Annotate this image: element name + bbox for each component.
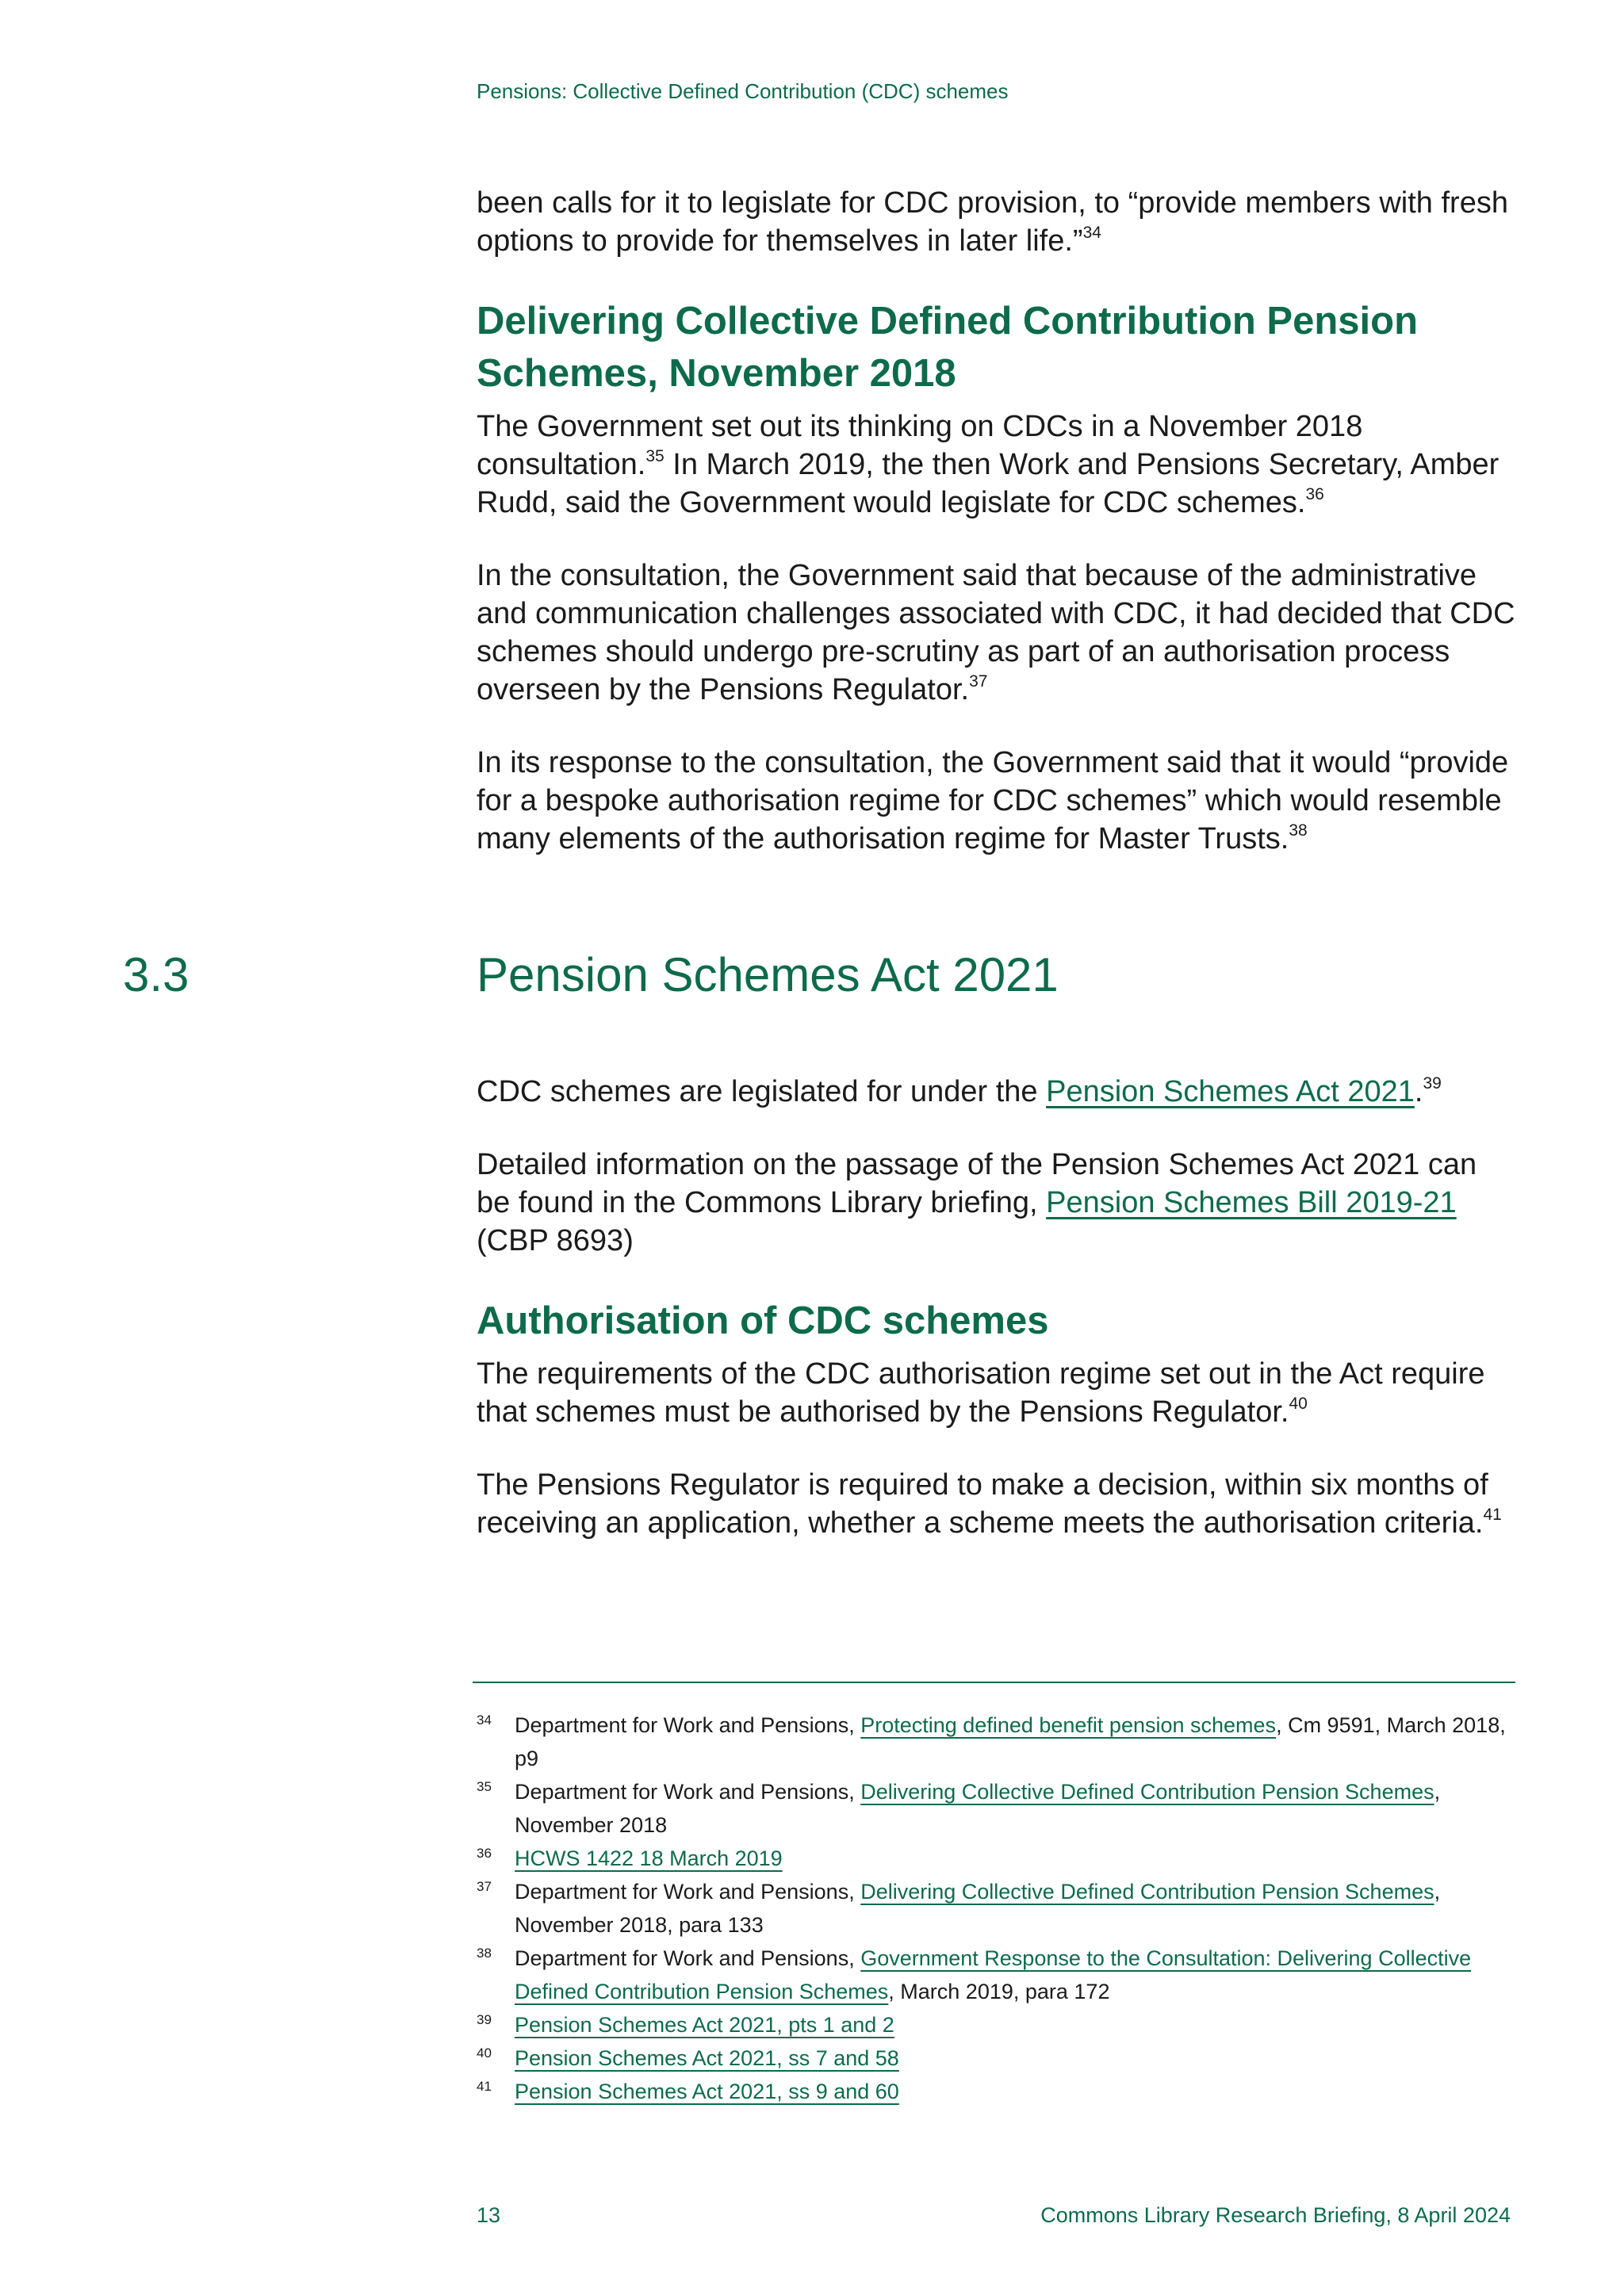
footnotes — [477, 1709, 1515, 2108]
paragraph: The Government set out its thinking on CDCs in a November 2018 consultation.$^{35}$ In March 2019, the then Work and Pensions Secretary, Amber Rudd, said the Government would legislate for CDC schemes.$^{36}$ — [477, 410, 1500, 519]
footnote-item: 41 Pension Schemes Act 2021, ss 9 and 60 — [477, 2079, 899, 2103]
footnote-link[interactable]: Pension Schemes Act 2021, ss 7 and 58 — [515, 2046, 899, 2070]
footnote-link[interactable]: Pension Schemes Act 2021, pts 1 and 2 — [515, 2013, 894, 2037]
paragraph: In its response to the consultation, the Government said that it would “provide for a bespoke authorisation regime for CDC schemes” which would resemble many elements of the authorisation regime for Master Trusts.$^{38}$ — [477, 746, 1509, 855]
footnote-link[interactable]: Delivering Collective Defined Contribution Pension Schemes — [860, 1780, 1434, 1804]
footnote-ref[interactable]: 34 — [1082, 224, 1101, 243]
footnote-ref[interactable]: 36 — [1305, 485, 1324, 504]
subsection-heading-authorisation: Authorisation of CDC schemes — [477, 1299, 1049, 1342]
footnote-ref[interactable]: 40 — [1289, 1395, 1308, 1414]
running-header: Pensions: Collective Defined Contribution (CDC) schemes — [477, 79, 1009, 103]
section-content — [477, 1073, 1515, 1577]
paragraph: In the consultation, the Government said that because of the administrative and communication challenges associated with CDC, it had decided that CDC schemes should undergo pre-scrutiny as part of an authorisation process overseen by the Pensions Regulator.$^{37}$ — [477, 559, 1515, 706]
footnote-ref[interactable]: 35 — [645, 447, 665, 466]
paragraph: The Pensions Regulator is required to make a decision, within six months of receiving an application, whether a scheme meets the authorisation criteria.$^{41}$ — [477, 1468, 1502, 1540]
footnote-item: 37 Department for Work and Pensions, Delivering Collective Defined Contribution Pension Schemes, November 2018, para 133 — [477, 1879, 1441, 1937]
footnote-ref[interactable]: 37 — [969, 672, 988, 691]
section-number: 3.3 — [123, 948, 190, 1001]
subsection-heading-delivering-cdc: Delivering Collective Defined Contribution Pension Schemes, November 2018 — [477, 300, 1419, 395]
footnote-item: 40 Pension Schemes Act 2021, ss 7 and 58 — [477, 2045, 899, 2070]
footnote-item: 35 Department for Work and Pensions, Delivering Collective Defined Contribution Pension Schemes, November 2018 — [477, 1779, 1441, 1837]
paragraph: Detailed information on the passage of the Pension Schemes Act 2021 can be found in the Commons Library briefing, Pension Schemes Bill 2019-21 (CBP 8693) — [477, 1148, 1477, 1257]
footnote-ref[interactable]: 38 — [1289, 821, 1308, 840]
footnote-item: 38 Department for Work and Pensions, Government Response to the Consultation: Delivering Collective Defined Contribution Pension Schemes, March 2019, para 172 — [477, 1946, 1472, 2003]
paragraph: CDC schemes are legislated for under the Pension Schemes Act 2021.39 — [477, 1074, 1442, 1108]
section-title: Pension Schemes Act 2021 — [477, 948, 1059, 1001]
paragraph: The requirements of the CDC authorisation regime set out in the Act require that schemes must be authorised by the Pensions Regulator.$^{40}$ — [477, 1357, 1485, 1429]
pension-schemes-bill-link[interactable]: Pension Schemes Bill 2019-21 — [1046, 1186, 1457, 1219]
footnote-ref[interactable]: 39 — [1423, 1074, 1442, 1093]
top-content — [477, 184, 1515, 893]
pension-schemes-act-link[interactable]: Pension Schemes Act 2021 — [1046, 1075, 1415, 1108]
footnote-link[interactable]: Delivering Collective Defined Contribution Pension Schemes — [860, 1880, 1434, 1904]
footnote-item: 36 HCWS 1422 18 March 2019 — [477, 1846, 783, 1870]
footnote-divider — [473, 1682, 1515, 1683]
footnote-link[interactable]: HCWS 1422 18 March 2019 — [515, 1846, 783, 1870]
footnote-item: 34 Department for Work and Pensions, Protecting defined benefit pension schemes, Cm 9591, March 2018, p9 — [477, 1712, 1506, 1770]
footnote-link[interactable]: Government Response to the Consultation: Delivering Collective Defined Contribution Pension Schemes — [515, 1946, 1472, 2003]
footnote-link[interactable]: Pension Schemes Act 2021, ss 9 and 60 — [515, 2080, 899, 2103]
footnote-item: 39 Pension Schemes Act 2021, pts 1 and 2 — [477, 2012, 894, 2037]
page-number: 13 — [477, 2203, 501, 2227]
footnote-ref[interactable]: 41 — [1483, 1506, 1502, 1525]
publication-footer: Commons Library Research Briefing, 8 April 2024 — [1040, 2203, 1511, 2227]
footnote-link[interactable]: Protecting defined benefit pension schemes — [860, 1713, 1277, 1737]
intro-paragraph: been calls for it to legislate for CDC provision, to “provide members with fresh options to provide for themselves in later life.”$^{34}$ — [477, 186, 1508, 258]
